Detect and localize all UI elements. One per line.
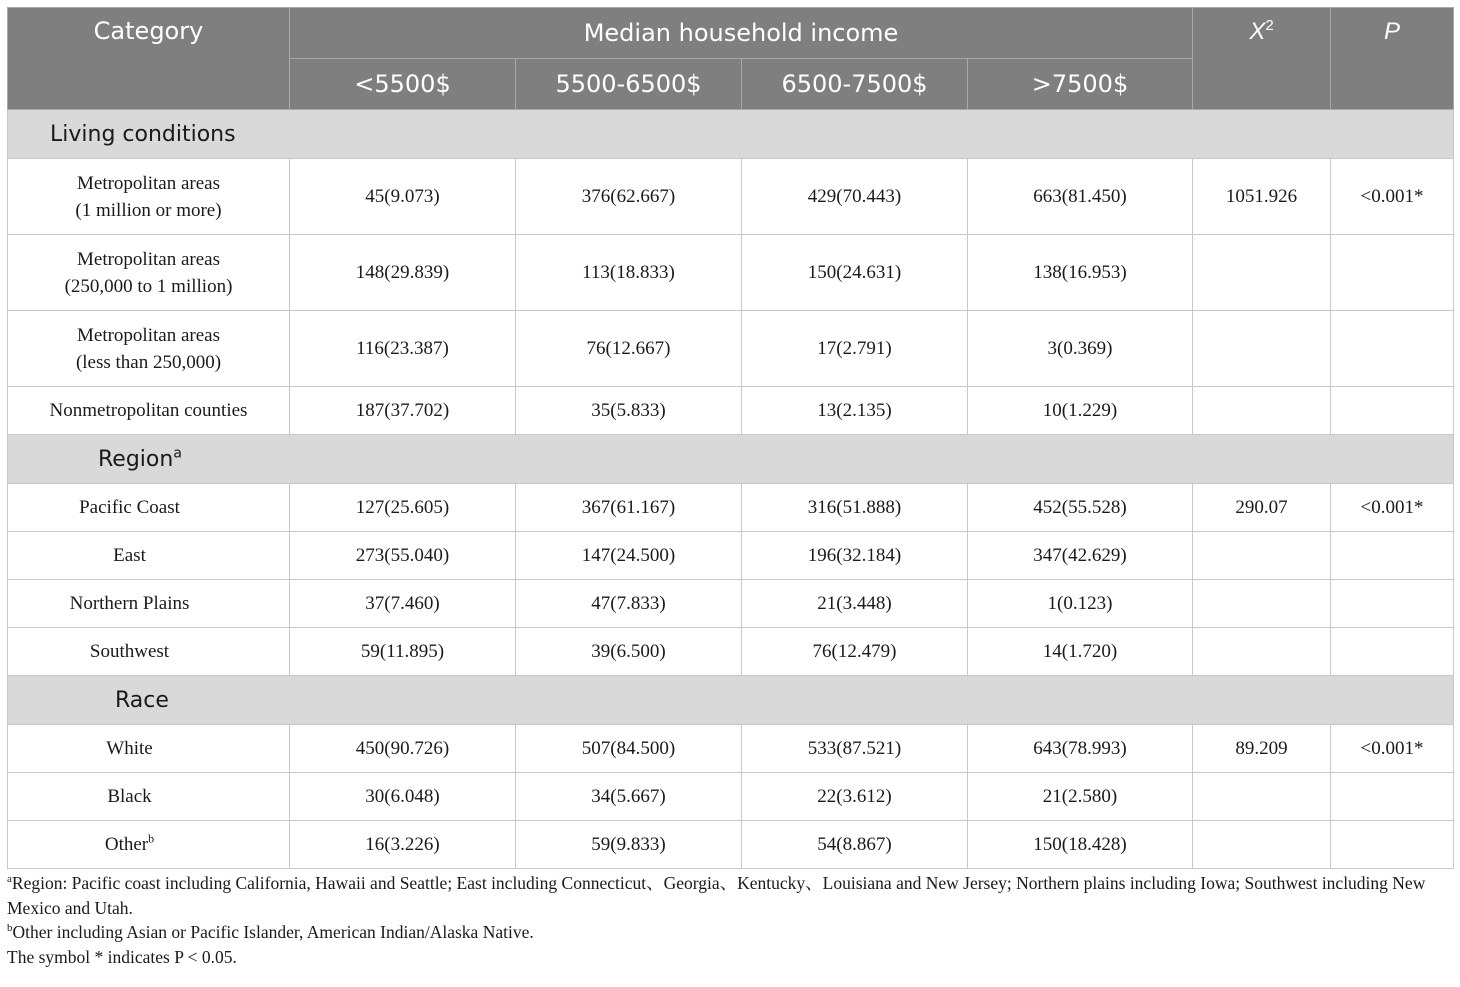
category-footnote-marker: b xyxy=(148,831,155,846)
table-row xyxy=(8,773,1454,821)
footnote-marker: b xyxy=(7,922,13,935)
table-row xyxy=(8,580,1454,628)
header-income-col: >7500$ xyxy=(968,59,1193,110)
value-cell: 16(3.226) xyxy=(290,821,516,869)
table-row xyxy=(8,311,1454,387)
p-value-cell xyxy=(1331,387,1454,435)
category-cell xyxy=(8,387,290,435)
value-cell: 376(62.667) xyxy=(516,159,742,235)
header-category: Category xyxy=(8,8,290,110)
category-line xyxy=(8,494,251,521)
value-cell: 76(12.667) xyxy=(516,311,742,387)
p-value-cell xyxy=(1331,311,1454,387)
value-cell: 76(12.479) xyxy=(742,628,968,676)
table-row xyxy=(8,725,1454,773)
category-line xyxy=(8,590,251,617)
category-cell xyxy=(8,628,290,676)
category-line xyxy=(8,735,251,762)
table-body xyxy=(8,110,1454,869)
chi-base: X xyxy=(1249,18,1266,45)
value-cell: 47(7.833) xyxy=(516,580,742,628)
chi-square-cell: 290.07 xyxy=(1193,484,1331,532)
value-cell: 367(61.167) xyxy=(516,484,742,532)
value-cell: 316(51.888) xyxy=(742,484,968,532)
value-cell: 34(5.667) xyxy=(516,773,742,821)
chi-sup: 2 xyxy=(1265,17,1274,34)
category-cell xyxy=(8,235,290,311)
category-text: Metropolitan areas xyxy=(77,172,220,194)
value-cell: 3(0.369) xyxy=(968,311,1193,387)
header-income-col: <5500$ xyxy=(290,59,516,110)
p-value-cell xyxy=(1331,235,1454,311)
section-label-text: Region xyxy=(98,446,174,472)
category-cell xyxy=(8,159,290,235)
footnote-text: Region: Pacific coast including California, Hawaii and Seattle; East including Connecticut、Georgia、Kentucky、Louisiana and New Jersey; Northern plains including Iowa; Southwest including New Mexico and Utah. xyxy=(7,873,1426,918)
p-value-cell xyxy=(1331,821,1454,869)
category-text: Northern Plains xyxy=(69,593,190,614)
category-cell xyxy=(8,725,290,773)
value-cell: 39(6.500) xyxy=(516,628,742,676)
value-cell: 13(2.135) xyxy=(742,387,968,435)
value-cell: 22(3.612) xyxy=(742,773,968,821)
chi-square-cell xyxy=(1193,821,1331,869)
category-text: (250,000 to 1 million) xyxy=(64,275,233,297)
category-text: (1 million or more) xyxy=(75,199,222,221)
value-cell: 533(87.521) xyxy=(742,725,968,773)
category-line xyxy=(8,322,289,349)
footnote-marker: a xyxy=(7,873,12,886)
value-cell: 452(55.528) xyxy=(968,484,1193,532)
value-cell: 59(9.833) xyxy=(516,821,742,869)
table-row xyxy=(8,235,1454,311)
category-text: (less than 250,000) xyxy=(75,351,222,373)
value-cell: 59(11.895) xyxy=(290,628,516,676)
category-text: Pacific Coast xyxy=(79,497,180,518)
value-cell: 14(1.720) xyxy=(968,628,1193,676)
category-line xyxy=(8,246,289,273)
footnote xyxy=(7,920,1453,945)
p-value-cell xyxy=(1331,580,1454,628)
p-value-cell: <0.001* xyxy=(1331,725,1454,773)
p-value-cell xyxy=(1331,773,1454,821)
table-row xyxy=(8,159,1454,235)
table-row xyxy=(8,628,1454,676)
value-cell: 150(18.428) xyxy=(968,821,1193,869)
value-cell: 273(55.040) xyxy=(290,532,516,580)
category-line xyxy=(8,542,251,569)
table-header xyxy=(8,8,1454,110)
value-cell: 17(2.791) xyxy=(742,311,968,387)
value-cell: 187(37.702) xyxy=(290,387,516,435)
chi-square-cell: 89.209 xyxy=(1193,725,1331,773)
category-text: Metropolitan areas xyxy=(77,324,220,346)
section-row xyxy=(8,435,1454,484)
footnote-text: The symbol * indicates P < 0.05. xyxy=(7,946,237,967)
header-income-col: 5500-6500$ xyxy=(516,59,742,110)
p-value-cell xyxy=(1331,628,1454,676)
chi-square-cell xyxy=(1193,387,1331,435)
data-table xyxy=(7,7,1454,869)
value-cell: 10(1.229) xyxy=(968,387,1193,435)
p-value-cell: <0.001* xyxy=(1331,484,1454,532)
category-cell xyxy=(8,484,290,532)
category-text: Black xyxy=(107,786,152,807)
footnote-text: Other including Asian or Pacific Islander, American Indian/Alaska Native. xyxy=(12,922,534,942)
chi-square-cell xyxy=(1193,580,1331,628)
value-cell: 113(18.833) xyxy=(516,235,742,311)
value-cell: 643(78.993) xyxy=(968,725,1193,773)
value-cell: 663(81.450) xyxy=(968,159,1193,235)
footnote xyxy=(7,945,1453,970)
category-text: Nonmetropolitan counties xyxy=(49,400,248,421)
value-cell: 54(8.867) xyxy=(742,821,968,869)
category-line xyxy=(8,397,289,424)
chi-square-cell xyxy=(1193,628,1331,676)
section-label xyxy=(8,676,1454,725)
category-cell xyxy=(8,773,290,821)
value-cell: 1(0.123) xyxy=(968,580,1193,628)
p-value-cell: <0.001* xyxy=(1331,159,1454,235)
category-line xyxy=(8,197,289,224)
chi-square-cell xyxy=(1193,773,1331,821)
value-cell: 150(24.631) xyxy=(742,235,968,311)
chi-square-cell: 1051.926 xyxy=(1193,159,1331,235)
section-row xyxy=(8,110,1454,159)
p-value-cell xyxy=(1331,532,1454,580)
category-text: White xyxy=(106,738,153,759)
section-row xyxy=(8,676,1454,725)
section-label-text: Living conditions xyxy=(50,121,236,147)
value-cell: 347(42.629) xyxy=(968,532,1193,580)
table-row xyxy=(8,532,1454,580)
footnotes xyxy=(7,871,1453,969)
chi-square-cell xyxy=(1193,532,1331,580)
category-cell xyxy=(8,311,290,387)
section-label xyxy=(8,110,1454,159)
value-cell: 21(2.580) xyxy=(968,773,1193,821)
category-cell xyxy=(8,532,290,580)
table-row xyxy=(8,821,1454,869)
section-footnote-marker: a xyxy=(173,445,182,462)
category-line xyxy=(8,831,251,858)
table-row xyxy=(8,387,1454,435)
value-cell: 45(9.073) xyxy=(290,159,516,235)
value-cell: 196(32.184) xyxy=(742,532,968,580)
value-cell: 148(29.839) xyxy=(290,235,516,311)
value-cell: 507(84.500) xyxy=(516,725,742,773)
category-line xyxy=(8,170,289,197)
value-cell: 37(7.460) xyxy=(290,580,516,628)
table-container xyxy=(7,7,1453,969)
category-text: Southwest xyxy=(89,641,170,662)
value-cell: 21(3.448) xyxy=(742,580,968,628)
chi-square-cell xyxy=(1193,311,1331,387)
category-text: East xyxy=(113,545,146,566)
category-cell xyxy=(8,821,290,869)
value-cell: 35(5.833) xyxy=(516,387,742,435)
table-row xyxy=(8,484,1454,532)
category-line xyxy=(8,783,251,810)
value-cell: 116(23.387) xyxy=(290,311,516,387)
category-line xyxy=(8,638,251,665)
category-line xyxy=(8,273,289,300)
value-cell: 450(90.726) xyxy=(290,725,516,773)
section-label xyxy=(8,435,1454,484)
value-cell: 30(6.048) xyxy=(290,773,516,821)
category-text: Other xyxy=(104,834,149,855)
value-cell: 138(16.953) xyxy=(968,235,1193,311)
category-text: Metropolitan areas xyxy=(77,248,220,270)
header-p-value: P xyxy=(1331,8,1454,110)
header-chi-square xyxy=(1193,8,1331,110)
header-income-col: 6500-7500$ xyxy=(742,59,968,110)
value-cell: 127(25.605) xyxy=(290,484,516,532)
value-cell: 147(24.500) xyxy=(516,532,742,580)
value-cell: 429(70.443) xyxy=(742,159,968,235)
chi-square-cell xyxy=(1193,235,1331,311)
section-label-text: Race xyxy=(115,687,169,713)
category-cell xyxy=(8,580,290,628)
footnote xyxy=(7,871,1453,920)
category-line xyxy=(8,349,289,376)
header-income-group: Median household income xyxy=(290,8,1193,59)
